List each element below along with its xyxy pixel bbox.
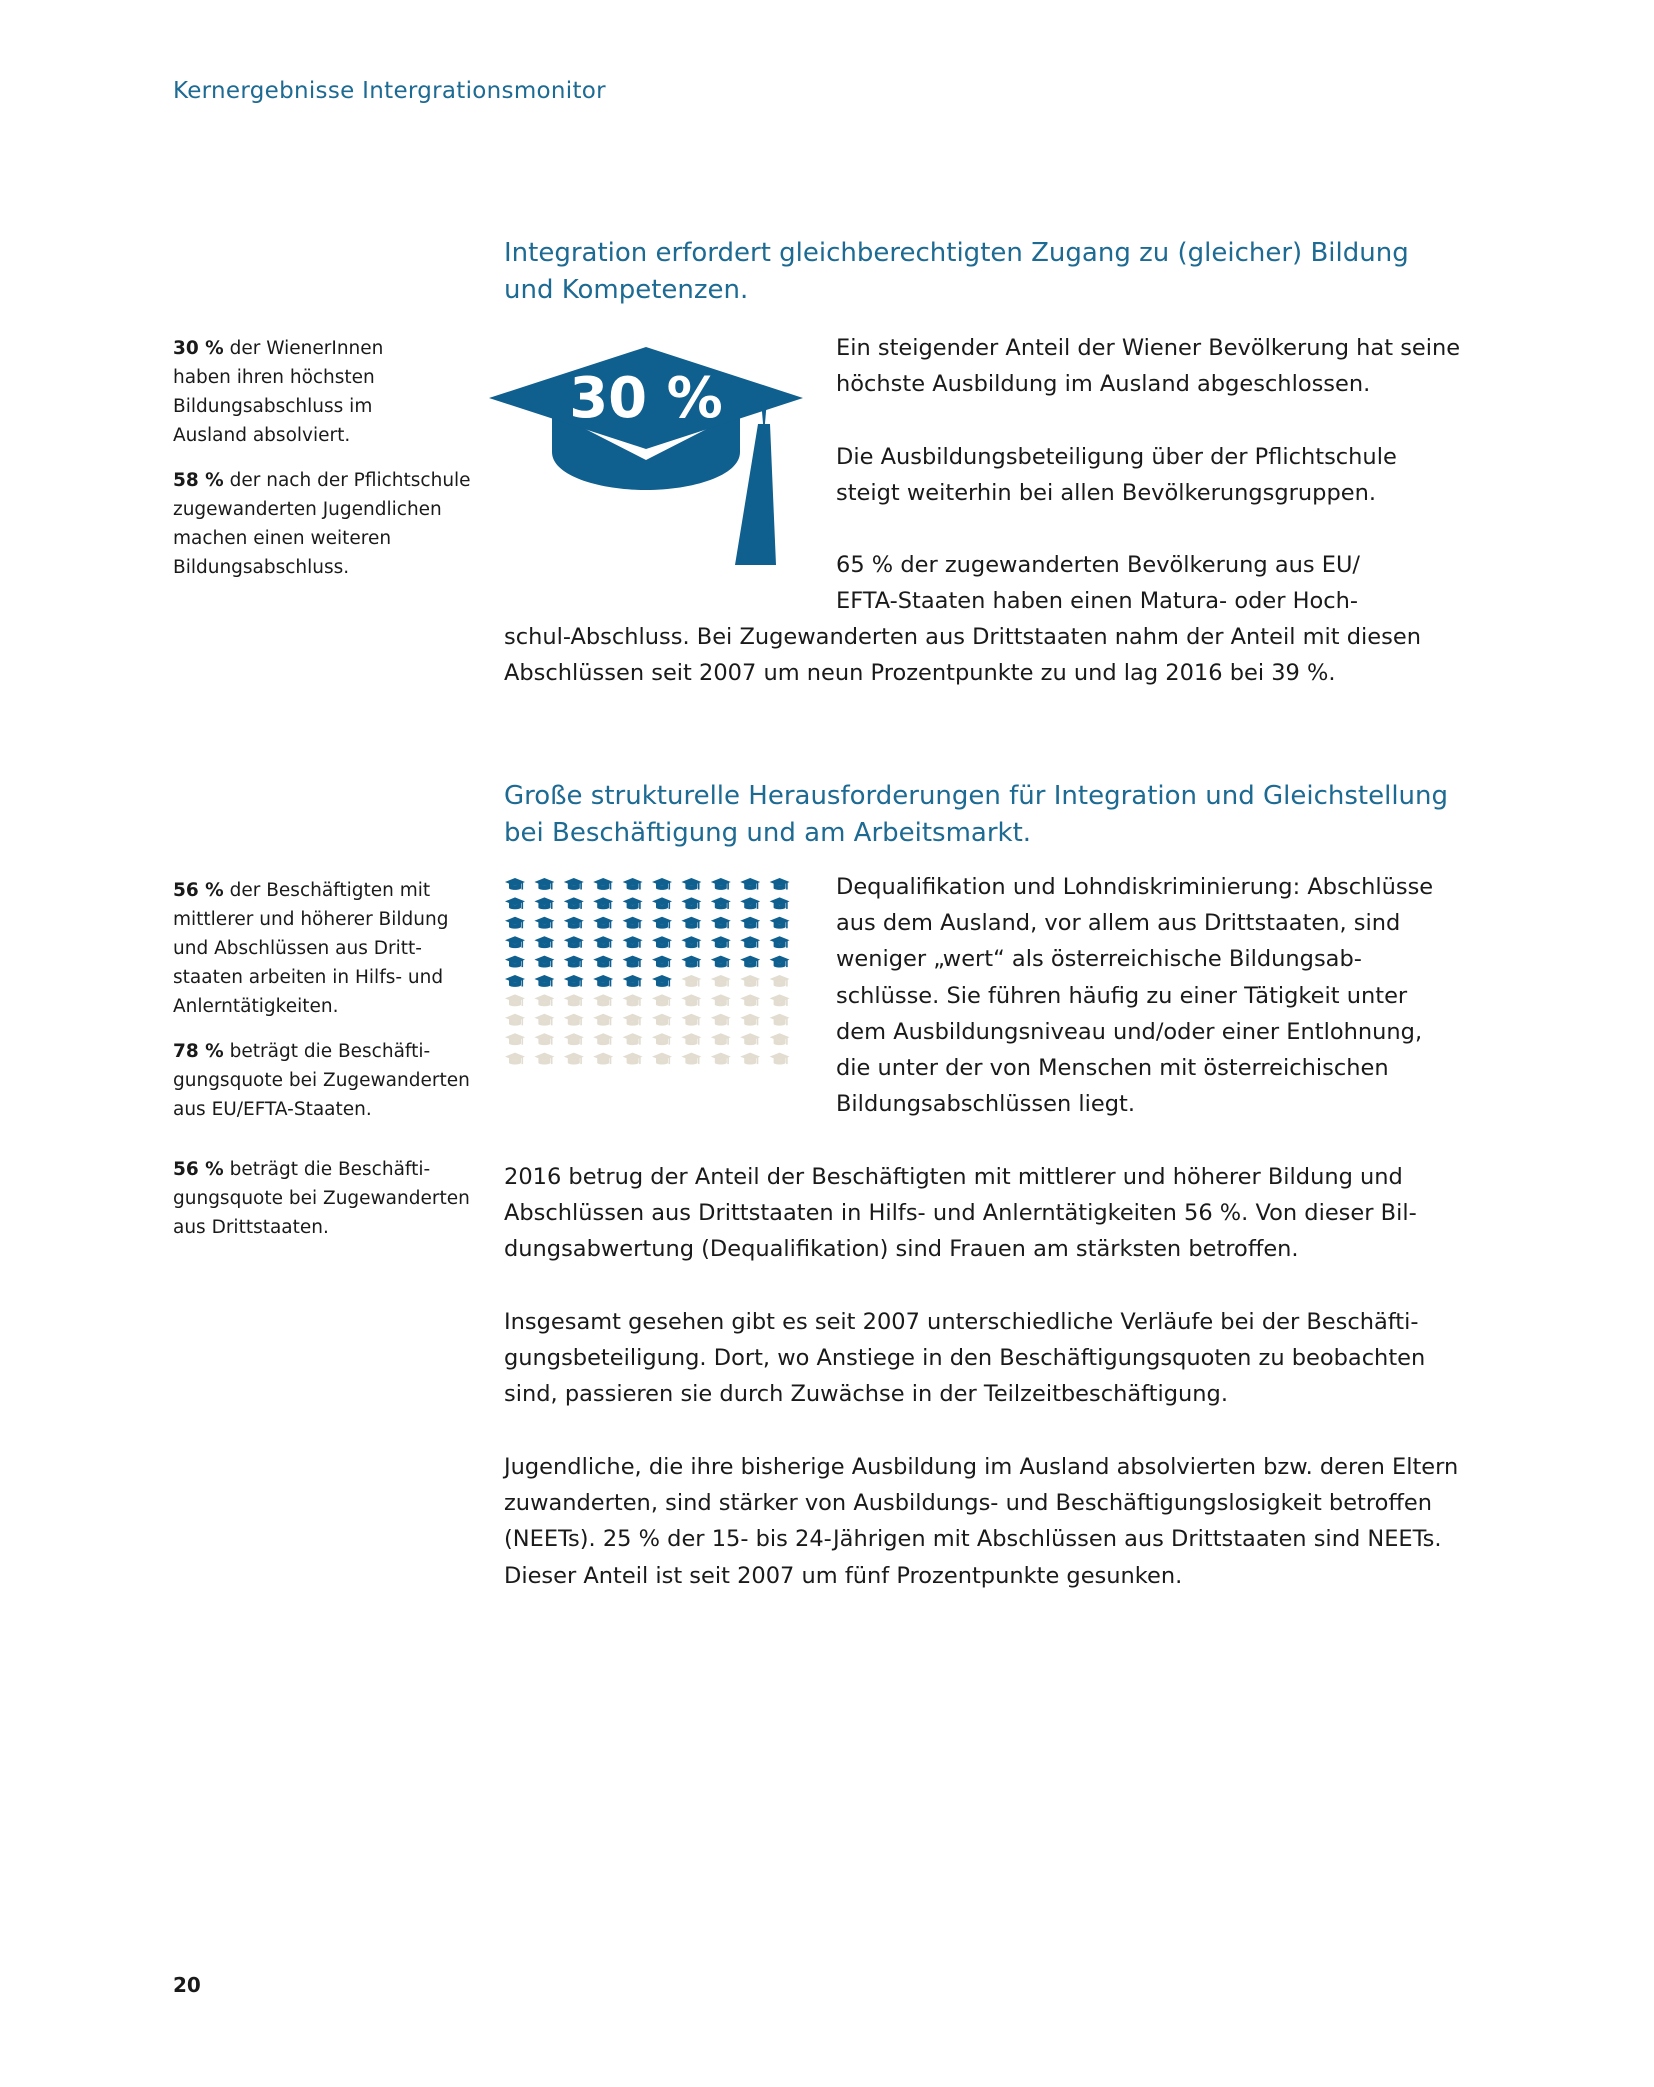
cap-icon-empty [505, 994, 525, 1006]
text-line: EFTA-Staaten haben einen Matura- oder Hoch- [836, 588, 1359, 615]
cap-icon-empty [593, 1014, 613, 1026]
cap-icon-empty [534, 1033, 554, 1045]
fact-text: Anlerntätigkeiten. [173, 996, 339, 1017]
fact-text: der nach der Pflichtschule [229, 470, 471, 491]
fact-text: Bildungsabschluss im [173, 396, 373, 417]
text-line: schul-Abschluss. Bei Zugewanderten aus Drittstaaten nahm der Anteil mit diesen [504, 624, 1421, 650]
cap-icon-empty [711, 1033, 731, 1045]
cap-icon-filled [652, 878, 672, 890]
cap-icon-empty [623, 994, 643, 1006]
paragraph [836, 439, 1476, 511]
cap-icon-empty [623, 1053, 643, 1065]
cap-icon-empty [681, 1033, 701, 1045]
fact-value: 56 % [173, 1159, 224, 1180]
cap-icon-filled [623, 897, 643, 909]
fact-text: der WienerInnen [229, 338, 384, 359]
cap-icon-empty [623, 1033, 643, 1045]
cap-icon-filled [681, 897, 701, 909]
cap-icon-empty [564, 1033, 584, 1045]
fact-text: machen einen weiteren [173, 528, 392, 549]
paragraph [836, 869, 1476, 1122]
cap-icon-filled [623, 936, 643, 948]
fact-value: 56 % [173, 880, 224, 901]
cap-icon-empty [770, 1033, 790, 1045]
cap-icon-filled [564, 917, 584, 929]
cap-icon-empty [740, 1053, 760, 1065]
cap-icon-filled [623, 917, 643, 929]
fact-value: 30 % [173, 338, 224, 359]
paragraph [836, 330, 1476, 402]
cap-icon-empty [564, 994, 584, 1006]
paragraph [504, 1304, 1504, 1413]
text-line: Abschlüssen seit 2007 um neun Prozentpunkte zu und lag 2016 bei 39 %. [504, 660, 1336, 687]
cap-icon-filled [770, 878, 790, 890]
cap-icon-empty [681, 1053, 701, 1065]
cap-icon-filled [652, 917, 672, 929]
cap-icon-empty [593, 1033, 613, 1045]
text-line: die unter der von Menschen mit österreichischen [836, 1055, 1389, 1082]
text-line: weniger „wert“ als österreichische Bildungsab- [836, 946, 1362, 973]
paragraph [504, 1449, 1504, 1594]
fact-text: beträgt die Beschäfti- [229, 1041, 431, 1062]
text-line: höchste Ausbildung im Ausland abgeschlossen. [836, 371, 1371, 398]
cap-icon-filled [623, 975, 643, 987]
cap-icon-empty [711, 975, 731, 987]
cap-icon-empty [740, 1014, 760, 1026]
infographic-value: 30 % [569, 366, 723, 431]
text-line: Bildungsabschlüssen liegt. [836, 1091, 1135, 1118]
cap-icon-empty [711, 1053, 731, 1065]
cap-tassel [735, 424, 776, 565]
sidebar-fact [173, 1155, 473, 1242]
text-line: schlüsse. Sie führen häufig zu einer Tätigkeit unter [836, 982, 1408, 1009]
section-heading-education [504, 235, 1504, 309]
graduation-cap-icon [486, 340, 816, 570]
page-number: 20 [173, 1973, 201, 1997]
cap-icon-filled [534, 936, 554, 948]
cap-icon-filled [564, 897, 584, 909]
cap-icon-filled [652, 897, 672, 909]
cap-icon-filled [593, 917, 613, 929]
cap-icon-empty [711, 1014, 731, 1026]
cap-icon-empty [681, 994, 701, 1006]
text-line: sind, passieren sie durch Zuwächse in der Teilzeitbeschäftigung. [504, 1381, 1228, 1408]
cap-icon-filled [505, 975, 525, 987]
heading-line: und Kompetenzen. [504, 275, 749, 305]
fact-value: 58 % [173, 470, 224, 491]
cap-icon-empty [564, 1014, 584, 1026]
fact-text: staaten arbeiten in Hilfs- und [173, 967, 444, 988]
cap-icon-filled [711, 917, 731, 929]
cap-icon-filled [534, 975, 554, 987]
cap-icon-empty [534, 994, 554, 1006]
text-line: zuwanderten, sind stärker von Ausbildungs- und Beschäftigungslosigkeit betroffen [504, 1490, 1433, 1517]
fact-text: mittlerer und höherer Bildung [173, 909, 449, 930]
section-heading-employment [504, 778, 1504, 852]
sidebar-fact [173, 876, 473, 1021]
text-line: 65 % der zugewanderten Bevölkerung aus EU/ [836, 552, 1361, 578]
text-line: Insgesamt gesehen gibt es seit 2007 unterschiedliche Verläufe bei der Beschäfti- [504, 1309, 1419, 1335]
cap-icon-empty [681, 975, 701, 987]
fact-text: gungsquote bei Zugewanderten [173, 1188, 470, 1209]
cap-icon-empty [711, 994, 731, 1006]
heading-line: Integration erfordert gleichberechtigten Zugang zu (gleicher) Bildung [504, 238, 1409, 268]
cap-icon-filled [564, 956, 584, 968]
cap-icon-filled [770, 897, 790, 909]
heading-line: Große strukturelle Herausforderungen für Integration und Gleichstellung [504, 781, 1448, 811]
text-line: steigt weiterhin bei allen Bevölkerungsgruppen. [836, 480, 1376, 507]
cap-icon-filled [681, 917, 701, 929]
fact-text: haben ihren höchsten [173, 367, 375, 388]
text-line: dem Ausbildungsniveau und/oder einer Entlohnung, [836, 1018, 1423, 1045]
cap-icon-empty [740, 1033, 760, 1045]
cap-icon-filled [711, 897, 731, 909]
cap-icon-empty [740, 994, 760, 1006]
cap-icon-filled [593, 975, 613, 987]
cap-icon-filled [652, 936, 672, 948]
cap-icon-empty [770, 975, 790, 987]
cap-icon-filled [534, 878, 554, 890]
cap-icon-filled [770, 936, 790, 948]
cap-icon-filled [623, 956, 643, 968]
fact-text: beträgt die Beschäfti- [229, 1159, 431, 1180]
fact-text: zugewanderten Jugendlichen [173, 499, 442, 520]
fact-value: 78 % [173, 1041, 224, 1062]
cap-icon-empty [652, 994, 672, 1006]
cap-icon-empty [740, 975, 760, 987]
heading-line: bei Beschäftigung und am Arbeitsmarkt. [504, 818, 1032, 848]
cap-icon-filled [534, 897, 554, 909]
text-line: (NEETs). 25 % der 15- bis 24-Jährigen mit Abschlüssen aus Drittstaaten sind NEETs. [504, 1526, 1442, 1553]
fact-text: Bildungsabschluss. [173, 557, 350, 578]
cap-icon-filled [681, 878, 701, 890]
fact-text: gungsquote bei Zugewanderten [173, 1070, 470, 1091]
text-line: gungsbeteiligung. Dort, wo Anstiege in den Beschäftigungsquoten zu beobachten [504, 1345, 1426, 1372]
paragraph [836, 547, 1476, 619]
cap-icon-filled [505, 878, 525, 890]
cap-icon-empty [652, 1014, 672, 1026]
cap-icon-filled [740, 878, 760, 890]
cap-icon-filled [681, 956, 701, 968]
cap-icon-filled [711, 956, 731, 968]
sidebar-fact [173, 334, 473, 450]
cap-icon-empty [505, 1053, 525, 1065]
pictogram-chart [504, 877, 804, 1077]
fact-text: aus EU/EFTA-Staaten. [173, 1099, 372, 1120]
text-line: Ein steigender Anteil der Wiener Bevölkerung hat seine [836, 335, 1461, 361]
fact-text: Ausland absolviert. [173, 425, 351, 446]
cap-icon-filled [770, 917, 790, 929]
fact-text: aus Drittstaaten. [173, 1217, 329, 1238]
cap-icon-filled [740, 936, 760, 948]
cap-icon-filled [652, 975, 672, 987]
cap-icon-empty [505, 1014, 525, 1026]
cap-icon-filled [505, 956, 525, 968]
sidebar-fact [173, 466, 473, 582]
cap-icon-filled [593, 897, 613, 909]
cap-icon-filled [740, 917, 760, 929]
cap-icon-filled [740, 897, 760, 909]
cap-icon-filled [652, 956, 672, 968]
text-line: 2016 betrug der Anteil der Beschäftigten mit mittlerer und höherer Bildung und [504, 1164, 1403, 1190]
cap-icon-empty [534, 1014, 554, 1026]
cap-icon-filled [770, 956, 790, 968]
cap-icon-empty [770, 1014, 790, 1026]
cap-icon-filled [505, 917, 525, 929]
cap-icon-filled [711, 936, 731, 948]
cap-icon-empty [770, 1053, 790, 1065]
cap-icon-empty [564, 1053, 584, 1065]
text-line: aus dem Ausland, vor allem aus Drittstaaten, sind [836, 910, 1401, 937]
cap-icon-empty [623, 1014, 643, 1026]
fact-text: und Abschlüssen aus Dritt- [173, 938, 422, 959]
cap-icon-filled [534, 956, 554, 968]
cap-icon-empty [652, 1033, 672, 1045]
cap-icon-filled [593, 936, 613, 948]
cap-icon-empty [593, 994, 613, 1006]
text-line: dungsabwertung (Dequalifikation) sind Frauen am stärksten betroffen. [504, 1236, 1299, 1263]
cap-icon-empty [593, 1053, 613, 1065]
text-line: Dieser Anteil ist seit 2007 um fünf Prozentpunkte gesunken. [504, 1562, 1183, 1589]
cap-icon-filled [564, 975, 584, 987]
cap-icon-filled [740, 956, 760, 968]
fact-text: der Beschäftigten mit [229, 880, 431, 901]
text-line: Jugendliche, die ihre bisherige Ausbildung im Ausland absolvierten bzw. deren Eltern [504, 1454, 1459, 1480]
cap-icon-filled [593, 878, 613, 890]
cap-icon-filled [623, 878, 643, 890]
running-title: Kernergebnisse Intergrationsmonitor [173, 78, 606, 104]
paragraph-continued [504, 619, 1504, 691]
sidebar-fact [173, 1037, 473, 1124]
cap-icon-filled [564, 936, 584, 948]
cap-icon-filled [564, 878, 584, 890]
text-line: Abschlüssen aus Drittstaaten in Hilfs- und Anlerntätigkeiten 56 %. Von dieser Bil- [504, 1200, 1417, 1227]
cap-icon-empty [534, 1053, 554, 1065]
cap-icon-filled [505, 936, 525, 948]
cap-icon-empty [505, 1033, 525, 1045]
cap-icon-filled [681, 936, 701, 948]
cap-icon-filled [534, 917, 554, 929]
text-line: Die Ausbildungsbeteiligung über der Pflichtschule [836, 444, 1397, 470]
cap-icon-empty [681, 1014, 701, 1026]
cap-icon-filled [505, 897, 525, 909]
cap-icon-filled [593, 956, 613, 968]
paragraph [504, 1159, 1504, 1268]
cap-icon-empty [652, 1053, 672, 1065]
cap-icon-filled [711, 878, 731, 890]
text-line: Dequalifikation und Lohndiskriminierung: Abschlüsse [836, 874, 1434, 900]
cap-icon-empty [770, 994, 790, 1006]
